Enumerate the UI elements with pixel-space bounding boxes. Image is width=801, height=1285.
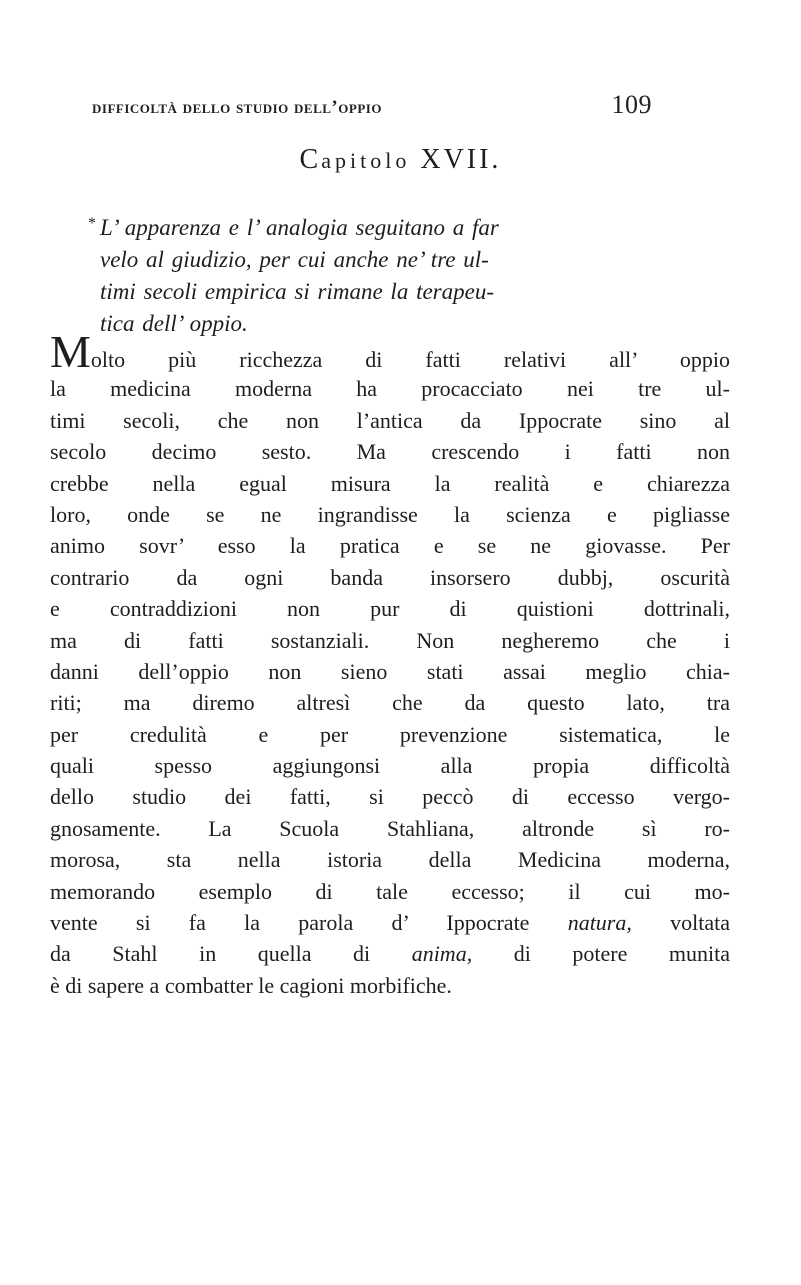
summary-line: L’ apparenza e l’ analogia seguitano a far (100, 215, 499, 240)
body-line-anima (50, 938, 730, 969)
natura-post: voltata (631, 910, 730, 936)
chapter-summary (88, 212, 675, 340)
running-head (92, 90, 652, 120)
chapter-prefix-rest: apitolo (321, 148, 411, 173)
anima-italic: anima, (411, 941, 473, 967)
chapter-title (0, 144, 801, 176)
summary-line: tica dell’ oppio. (100, 311, 248, 336)
body-paragraph (50, 326, 730, 1001)
body-line: crebbe nella egual misura la realità e chiarezza (50, 470, 730, 496)
footnote-mark: * (88, 215, 96, 232)
first-line-text: olto più ricchezza di fatti relativi all’ oppio (90, 347, 730, 372)
body-line: quali spesso aggiungonsi alla propia difficoltà (50, 753, 730, 779)
body-line: danni dell’oppio non sieno stati assai meglio chia- (50, 658, 730, 684)
chapter-number: XVII. (420, 144, 502, 175)
natura-pre: vente si fa la parola d’ Ippocrate (50, 910, 568, 936)
body-line: e contraddizioni non pur di quistioni dottrinali, (50, 596, 730, 622)
body-line: animo sovr’ esso la pratica e se ne giovasse. Per (50, 533, 730, 559)
body-line: per credulità e per prevenzione sistematica, le (50, 721, 730, 747)
body-line-first (50, 326, 730, 377)
body-line: dello studio dei fatti, si peccò di eccesso vergo- (50, 784, 730, 810)
body-line: gnosamente. La Scuola Stahliana, altronde sì ro- (50, 815, 730, 841)
body-line: ma di fatti sostanziali. Non negheremo che i (50, 627, 730, 653)
drop-cap: M (50, 326, 91, 377)
body-line: loro, onde se ne ingrandisse la scienza e pigliasse (50, 501, 730, 527)
summary-line: timi secoli empirica si rimane la terapeu- (100, 279, 494, 304)
page-number: 109 (611, 90, 652, 119)
body-line: riti; ma diremo altresì che da questo lato, tra (50, 690, 730, 716)
body-line-last: è di sapere a combatter le cagioni morbifiche. (50, 972, 452, 998)
anima-post: di potere munita (472, 941, 730, 967)
anima-pre: da Stahl in quella di (50, 941, 412, 967)
chapter-prefix-initial: C (299, 144, 322, 175)
body-line-natura (50, 907, 730, 938)
body-line: morosa, sta nella istoria della Medicina moderna, (50, 847, 730, 873)
body-line: memorando esemplo di tale eccesso; il cui mo- (50, 878, 730, 904)
body-line: secolo decimo sesto. Ma crescendo i fatti non (50, 439, 730, 465)
body-line: la medicina moderna ha procacciato nei tre ul- (50, 376, 730, 402)
running-head-title: difficoltà dello studio dell’oppio (92, 97, 382, 118)
natura-italic: natura, (567, 910, 632, 936)
summary-line: velo al giudizio, per cui anche ne’ tre ul- (100, 247, 489, 272)
body-line: timi secoli, che non l’antica da Ippocrate sino al (50, 407, 730, 433)
body-line: contrario da ogni banda insorsero dubbj, oscurità (50, 564, 730, 590)
